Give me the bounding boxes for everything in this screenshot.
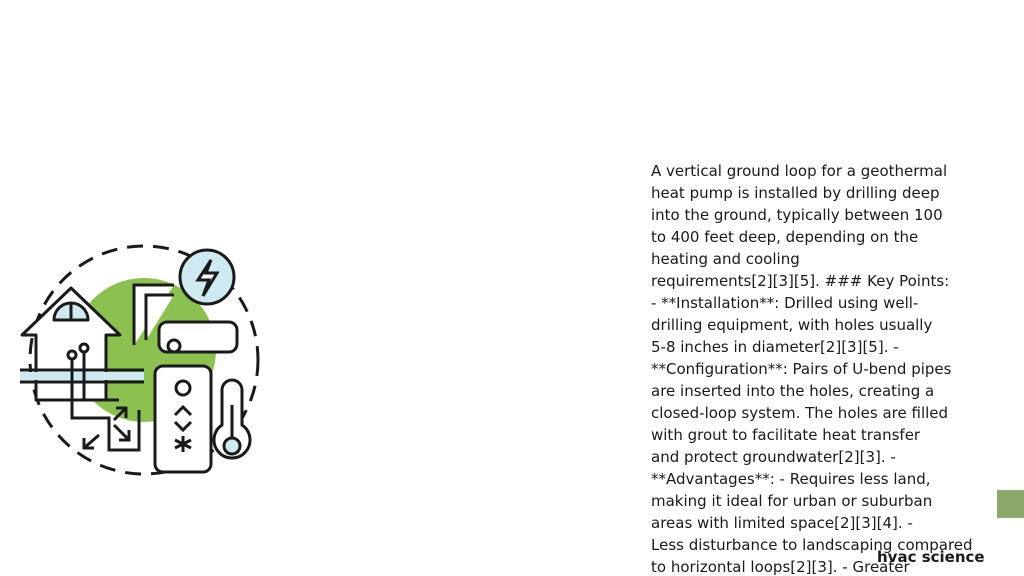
site-watermark: hvac science [877,548,985,566]
control-panel-icon [155,366,211,472]
article-line: areas with limited space[2][3][4]. - [651,514,913,532]
article-line: with grout to facilitate heat transfer [651,426,921,444]
article-line: making it ideal for urban or suburban [651,492,933,510]
article-line: - **Installation**: Drilled using well- [651,294,919,312]
article-text-block [651,160,991,576]
article-line: drilling equipment, with holes usually [651,316,933,334]
article-line: heating and cooling [651,250,800,268]
article-line: are inserted into the holes, creating a [651,382,935,400]
article-line: 5-8 inches in diameter[2][3][5]. - [651,338,899,356]
article-line: heat pump is installed by drilling deep [651,184,940,202]
article-paragraph [651,160,991,576]
article-line: A vertical ground loop for a geothermal [651,162,948,180]
article-line: Less disturbance to landscaping compared [651,536,973,554]
ground-water-strip [20,372,144,380]
article-line: closed-loop system. The holes are filled [651,404,949,422]
article-line: to horizontal loops[2][3]. - Greater [651,558,910,576]
geothermal-home-heating-icon [14,240,276,485]
article-line: to 400 feet deep, depending on the [651,228,919,246]
article-line: into the ground, typically between 100 [651,206,943,224]
article-line: **Configuration**: Pairs of U-bend pipes [651,360,952,378]
thermometer-icon [214,380,250,458]
side-tab-button[interactable] [997,490,1024,518]
article-line: requirements[2][3][5]. ### Key Points: [651,272,950,290]
article-line: and protect groundwater[2][3]. - [651,448,896,466]
article-line: **Advantages**: - Requires less land, [651,470,931,488]
